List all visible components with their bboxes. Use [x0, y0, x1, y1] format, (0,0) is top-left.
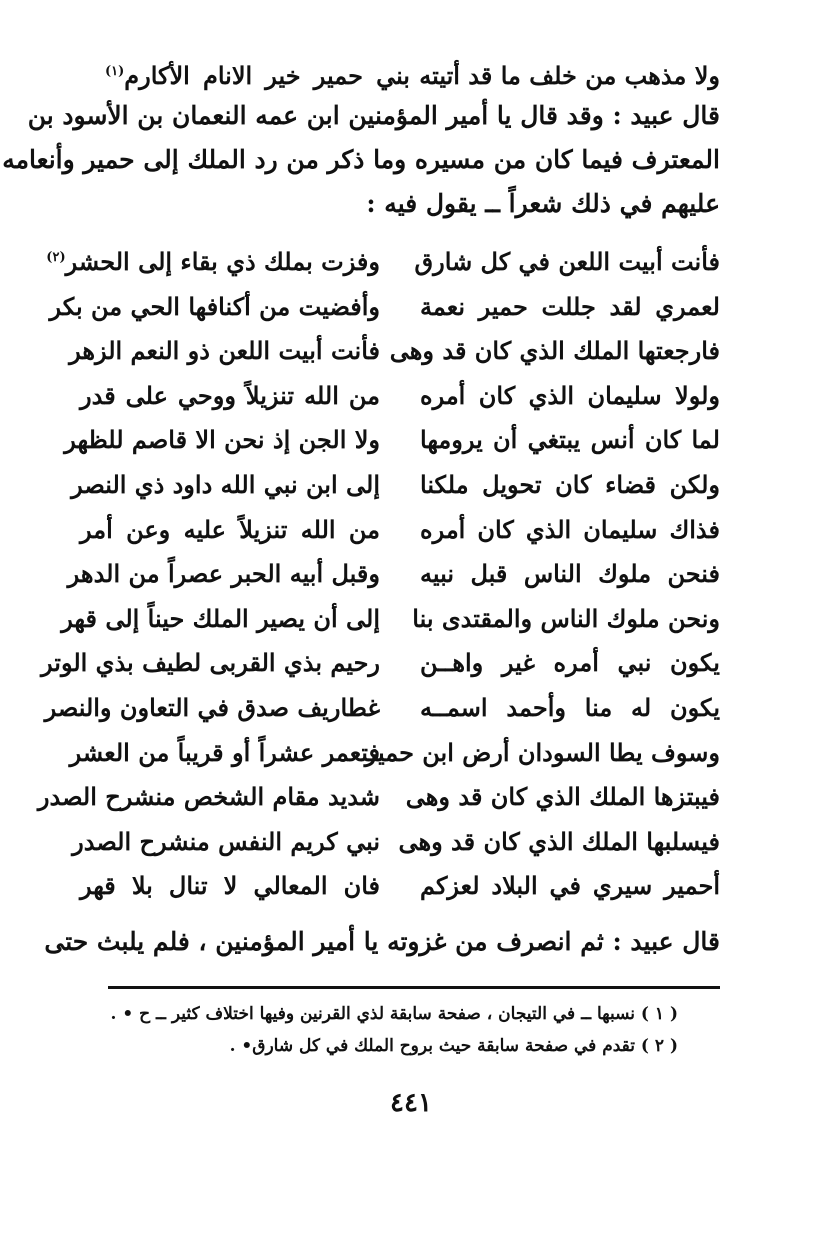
verse-second-hemistich-text: فان المعالي لا تنال بلا قهر — [80, 871, 380, 901]
verse-second-hemistich — [72, 820, 380, 864]
verse-second-hemistich — [46, 240, 380, 284]
verse-first-hemistich: ولولا سليمان الذي كان أمره — [420, 380, 720, 410]
poem-verse — [80, 508, 720, 552]
verse-second-hemistich — [61, 597, 380, 641]
poem-verse — [64, 418, 720, 462]
poem-verse — [37, 775, 720, 819]
poem-verse — [69, 329, 720, 373]
opening-hemistich-second — [105, 56, 410, 96]
poem-verse — [69, 731, 720, 775]
verse-first-hemistich: فيبتزها الملك الذي كان قد وهى — [405, 782, 720, 812]
opening-hemistich-second-text: بني حمير خير الانام الأكارم — [124, 61, 410, 90]
verse-first-hemistich: فارجعتها الملك الذي كان قد وهى — [389, 336, 720, 366]
verse-first-hemistich: يكون له منا وأحمد اسمــه — [420, 693, 720, 722]
page-number: ٤٤١ — [390, 1088, 432, 1118]
verse-second-hemistich — [41, 641, 380, 685]
poem-verse — [71, 463, 720, 507]
paragraph-line: المعترف فيما كان من مسيره وما ذكر من رد الملك إلى حمير وأنعامه — [2, 145, 720, 174]
verse-second-hemistich — [80, 864, 380, 908]
verse-second-hemistich-text: وأفضيت من أكنافها الحي من بكر — [49, 291, 380, 321]
footnote-marker-1: (١) — [105, 64, 125, 79]
verse-first-hemistich: ونحن ملوك الناس والمقتدى بنا — [412, 603, 720, 633]
verse-first-hemistich: لعمري لقد جللت حمير نعمة — [420, 291, 720, 321]
verse-second-hemistich-text: شديد مقام الشخص منشرح الصدر — [37, 782, 380, 812]
opening-hemistich-first: ولا مذهب من خلف ما قد أتيته — [419, 61, 720, 90]
verse-first-hemistich: وسوف يطا السودان أرض ابن حمير — [364, 737, 720, 767]
verse-second-hemistich-text: نبي كريم النفس منشرح الصدر — [72, 826, 380, 856]
verse-first-hemistich: يكون نبي أمره غير واهــن — [420, 648, 720, 678]
verse-second-hemistich-text: رحيم بذي القربى لطيف بذي الوتر — [41, 648, 380, 678]
poem-verse — [67, 552, 720, 596]
paragraph-line: قال عبيد : وقد قال يا أمير المؤمنين ابن عمه النعمان بن الأسود بن — [27, 101, 720, 130]
verse-second-hemistich-text: إلى أن يصير الملك حيناً إلى قهر — [61, 603, 380, 633]
verse-first-hemistich: لما كان أنس يبتغي أن يرومها — [420, 425, 720, 455]
verse-second-hemistich — [49, 285, 380, 329]
verse-second-hemistich-text: فأنت أبيت اللعن ذو النعم الزهر — [69, 336, 380, 366]
verse-second-hemistich — [69, 731, 380, 775]
footnote-marker-2: (٢) — [46, 250, 66, 265]
verse-second-hemistich-text: من الله تنزيلاً عليه وعن أمر — [80, 514, 380, 544]
poem-verse — [44, 686, 720, 730]
closing-line: قال عبيد : ثم انصرف من غزوته يا أمير المؤمنين ، فلم يلبث حتى — [44, 927, 720, 956]
poem-verse — [41, 641, 720, 685]
verse-first-hemistich: فيسلبها الملك الذي كان قد وهى — [398, 826, 720, 856]
verse-first-hemistich: ولكن قضاء كان تحويل ملكنا — [420, 470, 720, 499]
verse-second-hemistich-text: من الله تنزيلاً ووحي على قدر — [80, 380, 380, 410]
verse-second-hemistich — [80, 508, 380, 552]
verse-first-hemistich: فذاك سليمان الذي كان أمره — [420, 514, 720, 544]
verse-second-hemistich — [80, 374, 380, 418]
footnote-separator — [108, 986, 720, 989]
verse-second-hemistich — [67, 552, 380, 596]
opening-couplet — [105, 56, 720, 96]
verse-first-hemistich: فنحن ملوك الناس قبل نبيه — [420, 559, 720, 589]
poem-verse — [61, 597, 720, 641]
footnote-2: ( ٢ ) تقدم في صفحة سابقة حيث بروح الملك في كل شارق• . — [229, 1036, 678, 1056]
paragraph-line: عليهم في ذلك شعراً ــ يقول فيه : — [366, 189, 720, 218]
poem-verse — [46, 240, 720, 284]
verse-second-hemistich — [37, 775, 380, 819]
verse-second-hemistich — [64, 418, 380, 462]
verse-second-hemistich — [71, 463, 380, 507]
verse-second-hemistich-text: إلى ابن نبي الله داود ذي النصر — [71, 470, 380, 499]
verse-first-hemistich: أحمير سيري في البلاد لعزكم — [420, 871, 720, 901]
poem-verse — [80, 374, 720, 418]
footnote-1: ( ١ ) نسبها ــ في التيجان ، صفحة سابقة لذي القرنين وفيها اختلاف كثير ــ ح • . — [110, 1004, 678, 1024]
poem-verse — [80, 864, 720, 908]
poem-verse — [72, 820, 720, 864]
verse-second-hemistich-text: فتعمر عشراً أو قريباً من العشر — [69, 737, 380, 767]
verse-second-hemistich-text: غطاريف صدق في التعاون والنصر — [44, 693, 380, 722]
poem-verse — [49, 285, 720, 329]
verse-second-hemistich-text: ولا الجن إذ نحن الا قاصم للظهر — [64, 425, 380, 455]
verse-second-hemistich — [44, 686, 380, 730]
verse-second-hemistich-text: وفزت بملك ذي بقاء إلى الحشر — [65, 247, 380, 276]
verse-second-hemistich-text: وقبل أبيه الحبر عصراً من الدهر — [67, 559, 380, 589]
verse-second-hemistich — [69, 329, 380, 373]
verse-first-hemistich: فأنت أبيت اللعن في كل شارق — [414, 247, 720, 276]
